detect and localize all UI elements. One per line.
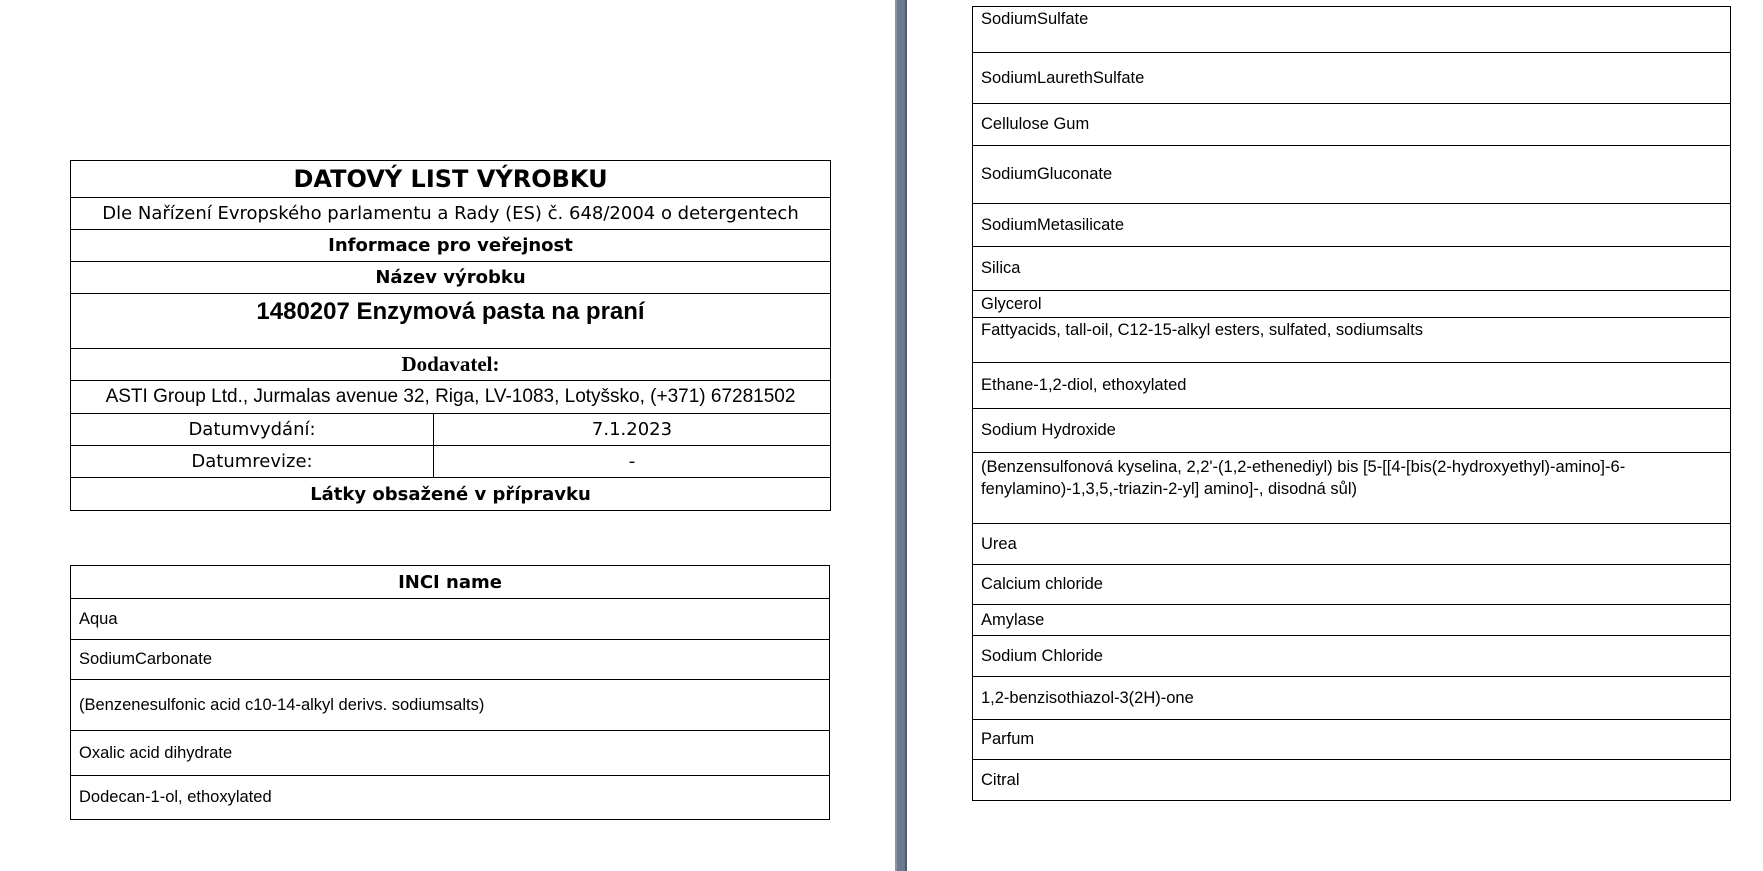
inci-item: Fattyacids, tall-oil, C12-15-alkyl esters, sulfated, sodiumsalts: [973, 318, 1731, 363]
table-row: [973, 760, 1731, 801]
public-info-heading: Informace pro veřejnost: [71, 230, 831, 262]
table-row: [71, 731, 830, 776]
inci-header: INCI name: [71, 566, 830, 599]
table-row: [973, 409, 1731, 453]
inci-item: Silica: [973, 247, 1731, 291]
sheet-title: DATOVÝ LIST VÝROBKU: [71, 161, 831, 198]
inci-item: 1,2-benzisothiazol-3(2H)-one: [973, 677, 1731, 720]
table-row: [973, 204, 1731, 247]
inci-item: Citral: [973, 760, 1731, 801]
inci-item: (Benzenesulfonic acid c10-14-alkyl derivs. sodiumsalts): [71, 680, 830, 731]
inci-item: SodiumSulfate: [973, 7, 1731, 53]
inci-item: Aqua: [71, 599, 830, 640]
table-row: [973, 720, 1731, 760]
regulation-text: Dle Nařízení Evropského parlamentu a Rady (ES) č. 648/2004 o detergentech: [71, 198, 831, 230]
inci-item: Cellulose Gum: [973, 104, 1731, 146]
table-row: [973, 363, 1731, 409]
table-row: [973, 677, 1731, 720]
table-row: [973, 636, 1731, 677]
supplier-label: Dodavatel:: [71, 349, 831, 381]
table-row: [973, 291, 1731, 318]
revision-date-value: -: [434, 446, 831, 478]
product-name: 1480207 Enzymová pasta na praní: [71, 294, 831, 349]
inci-item: Glycerol: [973, 291, 1731, 318]
table-row: [71, 640, 830, 680]
product-name-label: Název výrobku: [71, 262, 831, 294]
document-page-right: [907, 0, 1763, 871]
inci-table-left: [70, 565, 830, 820]
inci-item: SodiumGluconate: [973, 146, 1731, 204]
table-row: [71, 680, 830, 731]
inci-table-right: [972, 6, 1731, 801]
inci-item: Amylase: [973, 605, 1731, 636]
table-row: [71, 776, 830, 820]
inci-item: Oxalic acid dihydrate: [71, 731, 830, 776]
table-row: [973, 318, 1731, 363]
inci-item: (Benzensulfonová kyselina, 2,2'-(1,2-ethenediyl) bis [5-[[4-[bis(2-hydroxyethyl)-amino]-6-fenylamino)-1,3,5,-triazin-2-yl] amino]-, disodná sůl): [973, 453, 1731, 524]
table-row: [973, 53, 1731, 104]
table-row: [973, 565, 1731, 605]
inci-item: Ethane-1,2-diol, ethoxylated: [973, 363, 1731, 409]
page-divider: [895, 0, 907, 871]
substances-heading: Látky obsažené v přípravku: [71, 478, 831, 511]
table-row: [973, 453, 1731, 524]
inci-item: Calcium chloride: [973, 565, 1731, 605]
inci-item: Dodecan-1-ol, ethoxylated: [71, 776, 830, 820]
product-data-sheet-table: [70, 160, 831, 511]
table-row: [973, 524, 1731, 565]
table-row: [973, 7, 1731, 53]
supplier-address: ASTI Group Ltd., Jurmalas avenue 32, Riga, LV-1083, Lotyšsko, (+371) 67281502: [71, 381, 831, 414]
table-row: [71, 599, 830, 640]
table-row: [973, 146, 1731, 204]
revision-date-label: Datumrevize:: [71, 446, 434, 478]
issue-date-value: 7.1.2023: [434, 414, 831, 446]
table-row: [973, 247, 1731, 291]
inci-item: SodiumLaurethSulfate: [973, 53, 1731, 104]
inci-item: Sodium Hydroxide: [973, 409, 1731, 453]
table-row: [973, 104, 1731, 146]
inci-item: Urea: [973, 524, 1731, 565]
table-row: [973, 605, 1731, 636]
inci-item: SodiumCarbonate: [71, 640, 830, 680]
issue-date-label: Datumvydání:: [71, 414, 434, 446]
inci-item: SodiumMetasilicate: [973, 204, 1731, 247]
inci-item: Parfum: [973, 720, 1731, 760]
inci-item: Sodium Chloride: [973, 636, 1731, 677]
